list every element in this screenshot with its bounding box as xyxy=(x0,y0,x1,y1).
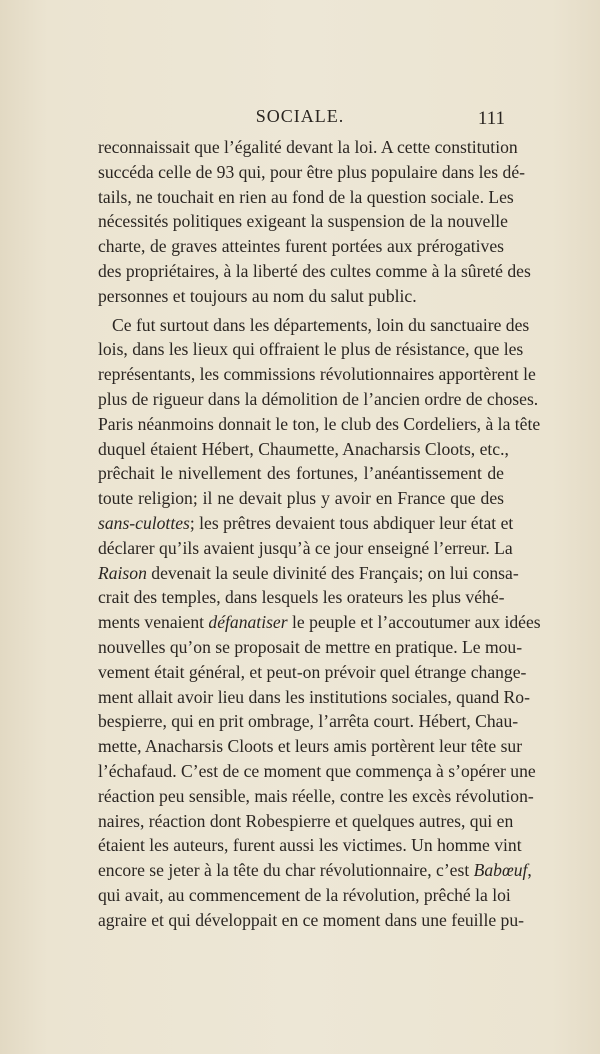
text-line-7: personnes et toujours au nom du salut public. xyxy=(98,285,417,306)
page-header xyxy=(0,106,600,136)
text-line-4: nécessités politiques exigeant la suspension de la nouvelle xyxy=(98,211,508,232)
text-line-14: prêchait le nivellement des fortunes, l’anéantissement de xyxy=(98,463,504,484)
text-line-27: réaction peu sensible, mais réelle, contre les excès révolution- xyxy=(98,785,534,806)
text-line-6: des propriétaires, à la liberté des cultes comme à la sûreté des xyxy=(98,260,531,281)
page-number: 111 xyxy=(477,108,505,129)
text-line-10: représentants, les commissions révolutionnaires apportèrent le xyxy=(98,364,536,385)
text-line-2: succéda celle de 93 qui, pour être plus populaire dans les dé- xyxy=(98,161,525,182)
text-line-29: étaient les auteurs, furent aussi les victimes. Un homme vint xyxy=(98,835,522,856)
text-line-1: reconnaissait que l’égalité devant la loi. A cette constitution xyxy=(98,137,518,157)
text-line-13: duquel étaient Hébert, Chaumette, Anacharsis Cloots, etc., xyxy=(98,438,509,459)
text-line-12: Paris néanmoins donnait le ton, le club des Cordeliers, à la tête xyxy=(98,413,541,434)
text-line-16: sans-culottes; les prêtres devaient tous abdiquer leur état et xyxy=(98,512,514,533)
text-line-32: agraire et qui développait en ce moment dans une feuille pu- xyxy=(98,909,524,930)
text-line-25: mette, Anacharsis Cloots et leurs amis portèrent leur tête sur xyxy=(98,736,523,757)
text-line-31: qui avait, au commencement de la révolution, prêché la loi xyxy=(98,884,511,905)
text-line-23: ment allait avoir lieu dans les institutions sociales, quand Ro- xyxy=(98,686,530,707)
text-line-28: naires, réaction dont Robespierre et quelques autres, qui en xyxy=(98,810,514,831)
text-line-24: bespierre, qui en prit ombrage, l’arrêta court. Hébert, Chau- xyxy=(98,711,519,732)
running-title: SOCIALE. xyxy=(255,106,345,126)
text-line-5: charte, de graves atteintes furent portées aux prérogatives xyxy=(98,236,504,257)
text-line-30: encore se jeter à la tête du char révolutionnaire, c’est Babœuf, xyxy=(98,860,532,881)
text-line-3: tails, ne touchait en rien au fond de la question sociale. Les xyxy=(98,186,514,207)
text-line-8: Ce fut surtout dans les départements, loin du sanctuaire des xyxy=(112,314,530,335)
text-line-26: l’échafaud. C’est de ce moment que commença à s’opérer une xyxy=(98,760,536,781)
text-line-21: nouvelles qu’on se proposait de mettre en pratique. Le mou- xyxy=(98,636,523,657)
text-line-11: plus de rigueur dans la démolition de l’ancien ordre de choses. xyxy=(98,388,539,409)
body-text xyxy=(98,135,541,933)
text-line-22: vement était général, et peut-on prévoir quel étrange change- xyxy=(98,661,527,682)
text-line-19: crait des temples, dans lesquels les orateurs les plus véhé- xyxy=(98,587,505,608)
text-line-17: déclarer qu’ils avaient jusqu’à ce jour enseigné l’erreur. La xyxy=(98,537,513,558)
text-line-20: ments venaient défanatiser le peuple et l’accoutumer aux idées xyxy=(98,612,541,633)
text-line-9: lois, dans les lieux qui offraient le plus de résistance, que les xyxy=(98,339,524,360)
text-line-18: Raison devenait la seule divinité des Français; on lui consa- xyxy=(98,562,519,583)
text-line-15: toute religion; il ne devait plus y avoir en France que des xyxy=(98,488,504,509)
